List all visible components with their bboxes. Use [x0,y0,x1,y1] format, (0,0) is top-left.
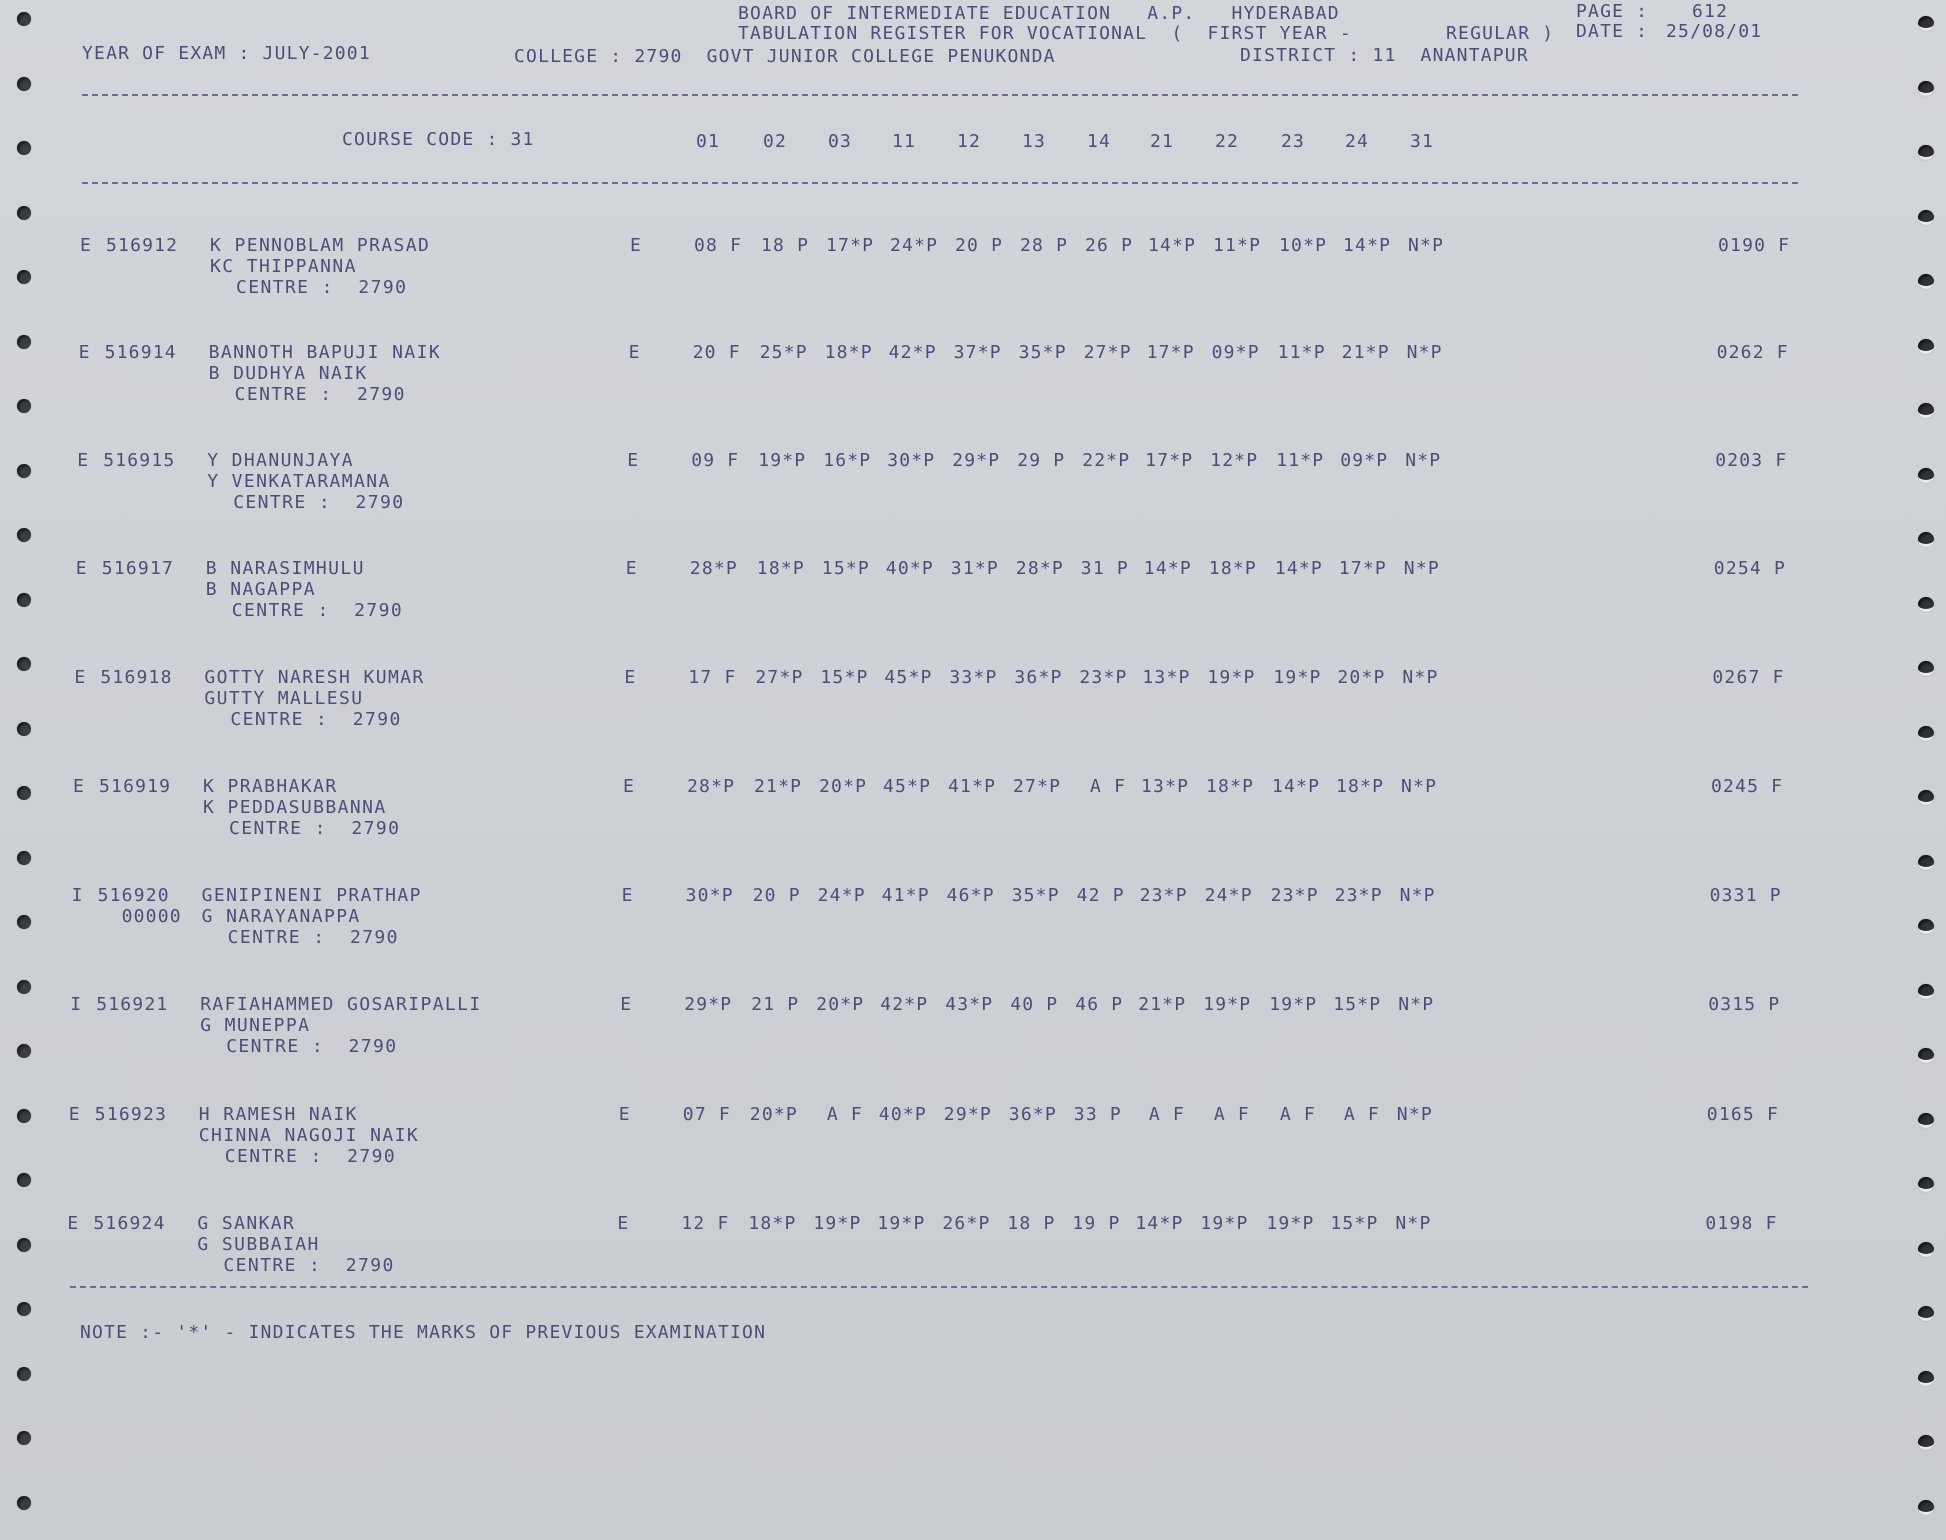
subject-mark: 11*P [1213,235,1262,256]
subject-mark: 19*P [1269,994,1318,1015]
centre-code: CENTRE : 2790 [229,818,401,839]
subject-mark: N*P [1398,994,1435,1015]
total-result: 0315 P [1708,994,1781,1015]
feed-hole [1918,532,1934,547]
subject-mark: 18*P [824,342,873,363]
subject-mark: 14*P [1343,235,1392,256]
centre-code: CENTRE : 2790 [234,384,406,405]
subject-mark: 20 P [955,235,1004,256]
subject-mark: A F [1136,1104,1185,1125]
subject-mark: 14*P [1274,558,1323,579]
subject-mark: 40*P [878,1104,927,1125]
subject-mark: 24*P [890,235,939,256]
date-label: DATE : [1576,21,1649,42]
subject-mark: 36*P [1008,1104,1057,1125]
footnote: NOTE :- '*' - INDICATES THE MARKS OF PREVIOUS EXAMINATION [80,1322,767,1343]
subject-mark: 19*P [1266,1213,1315,1234]
candidate-name: BANNOTH BAPUJI NAIK [208,342,442,363]
subject-mark: N*P [1406,342,1443,363]
record-category: E [67,1213,80,1234]
year-of-exam: YEAR OF EXAM : JULY-2001 [82,43,371,64]
subject-mark: 14*P [1135,1213,1184,1234]
subject-mark: 21*P [1138,994,1187,1015]
subject-mark: 21*P [754,776,803,797]
feed-hole [17,1496,31,1510]
subject-mark: 09 F [691,450,740,471]
record-category: I [71,885,84,906]
feed-hole [1918,661,1934,676]
record-category: E [80,235,93,256]
father-name: CHINNA NAGOJI NAIK [198,1125,420,1146]
subject-code: 02 [763,131,788,152]
centre-code: CENTRE : 2790 [223,1255,395,1276]
subject-mark: 18*P [1208,558,1257,579]
subject-mark: 19*P [1273,667,1322,688]
record-category: E [74,667,87,688]
feed-hole [17,657,31,671]
medium: E [627,450,640,471]
subject-mark: N*P [1403,558,1440,579]
subject-code: 14 [1087,131,1112,152]
subject-mark: 13*P [1142,667,1191,688]
subject-mark: 14*P [1148,235,1197,256]
roll-number: 516924 [93,1213,166,1234]
medium: E [623,776,636,797]
subject-mark: 42 P [1076,885,1125,906]
feed-hole [1918,855,1934,870]
feed-hole [17,786,31,800]
candidate-name: K PRABHAKAR [203,776,338,797]
subject-mark: 19*P [1203,994,1252,1015]
father-name: K PEDDASUBBANNA [203,797,387,818]
feed-hole [1918,274,1934,289]
centre-code: CENTRE : 2790 [226,1036,398,1057]
subject-mark: 33 P [1073,1104,1122,1125]
subject-mark: 46 P [1075,994,1124,1015]
feed-hole [17,77,31,91]
subject-mark: 35*P [1018,342,1067,363]
subject-mark: 11*P [1277,342,1326,363]
subject-code: 22 [1215,131,1240,152]
total-result: 0165 F [1706,1104,1780,1125]
medium: E [618,1104,631,1125]
roll-number: 516917 [101,558,175,579]
subject-mark: 28*P [689,558,738,579]
subject-mark: 19*P [1207,667,1256,688]
feed-hole [1918,790,1934,805]
roll-number: 516915 [103,450,176,471]
page-number: 612 [1692,1,1729,22]
subject-mark: 23*P [1079,667,1128,688]
total-result: 0190 F [1718,235,1791,256]
subject-mark: 18*P [1206,776,1255,797]
subject-mark: 40*P [885,558,934,579]
subject-mark: 13*P [1141,776,1190,797]
subject-code: 21 [1150,131,1175,152]
feed-hole [17,1044,31,1058]
feed-hole [17,399,31,413]
feed-hole [17,1109,31,1123]
header-divider [82,94,1798,96]
record-category: I [70,994,83,1015]
subject-code: 24 [1345,131,1370,152]
roll-number: 516919 [99,776,172,797]
candidate-name: Y DHANUNJAYA [207,450,355,471]
candidate-name: K PENNOBLAM PRASAD [210,235,431,256]
subject-mark: 18 P [1007,1213,1056,1234]
father-name: B NAGAPPA [205,579,316,600]
subject-code: 12 [957,131,982,152]
feed-hole [1918,726,1934,741]
subject-mark: 23*P [1334,885,1383,906]
subject-mark: 19 P [1072,1213,1121,1234]
record-category: E [68,1104,81,1125]
subject-mark: 20*P [749,1104,798,1125]
feed-hole [1918,1435,1934,1450]
subject-mark: 12*P [1210,450,1259,471]
feed-hole [17,1367,31,1381]
subject-mark: 19*P [813,1213,862,1234]
subject-mark: 20 P [752,885,801,906]
total-result: 0198 F [1705,1213,1778,1234]
total-result: 0267 F [1712,667,1785,688]
subject-mark: 11*P [1276,450,1325,471]
subject-mark: 19*P [877,1213,926,1234]
feed-hole [1918,919,1934,934]
subject-mark: A F [814,1104,863,1125]
subject-mark: 30*P [887,450,936,471]
subject-mark: A F [1267,1104,1316,1125]
candidate-name: G SANKAR [197,1213,296,1234]
subject-mark: 24*P [817,885,866,906]
subject-mark: 19*P [1200,1213,1249,1234]
footer-divider [70,1286,1808,1288]
subject-mark: 45*P [883,776,932,797]
subject-mark: 18*P [748,1213,797,1234]
subject-mark: 23*P [1139,885,1188,906]
candidate-name: RAFIAHAMMED GOSARIPALLI [200,994,482,1015]
feed-hole [1918,984,1934,999]
feed-hole [17,206,31,220]
right-feed-margin [1906,0,1946,1540]
feed-hole [1918,16,1934,31]
centre-code: CENTRE : 2790 [231,600,404,621]
column-divider [82,182,1798,184]
subject-mark: A F [1201,1104,1250,1125]
total-result: 0203 F [1715,450,1788,471]
roll-number: 516923 [94,1104,168,1125]
subject-code: 23 [1281,131,1306,152]
centre-code: CENTRE : 2790 [233,492,405,513]
feed-hole [1918,1500,1934,1515]
subject-mark: 31 P [1080,558,1129,579]
feed-hole [17,335,31,349]
subject-mark: 25*P [759,342,808,363]
page-label: PAGE : [1576,1,1649,22]
subject-mark: 35*P [1011,885,1060,906]
roll-number: 516912 [106,235,179,256]
roll-number: 516918 [100,667,173,688]
feed-hole [1918,1113,1934,1128]
subject-mark: 15*P [820,667,869,688]
subject-mark: 27*P [1013,776,1062,797]
subject-mark: 12 F [681,1213,730,1234]
left-feed-margin [0,0,40,1540]
subject-mark: 40 P [1010,994,1059,1015]
subject-mark: 17 F [688,667,737,688]
subject-mark: 09*P [1211,342,1260,363]
subject-mark: 27*P [1083,342,1132,363]
subject-mark: 31*P [950,558,999,579]
roll-number: 516914 [104,342,177,363]
medium: E [625,558,638,579]
subject-mark: 37*P [953,342,1002,363]
subject-mark: 20*P [819,776,868,797]
subject-mark: 28 P [1020,235,1069,256]
father-name: G SUBBAIAH [197,1234,320,1255]
subject-code: 01 [696,131,721,152]
feed-hole [17,1431,31,1445]
subject-mark: 22*P [1082,450,1131,471]
feed-hole [1918,468,1934,483]
subject-code: 03 [828,131,853,152]
candidate-name: B NARASIMHULU [205,558,365,579]
feed-hole [17,1302,31,1316]
subject-code: 13 [1022,131,1047,152]
subject-mark: 18*P [756,558,805,579]
feed-hole [17,1173,31,1187]
subject-mark: 18 P [761,235,810,256]
father-name: G NARAYANAPPA [201,906,361,927]
subject-mark: 42*P [880,994,929,1015]
subject-mark: 20*P [1337,667,1386,688]
candidate-name: GENIPINENI PRATHAP [201,885,422,906]
district-info: DISTRICT : 11 ANANTAPUR [1240,45,1529,66]
subject-mark: 33*P [949,667,998,688]
subject-mark: 15*P [821,558,870,579]
subject-mark: 28*P [687,776,736,797]
feed-hole [1918,339,1934,354]
father-name: KC THIPPANNA [210,256,357,277]
subject-mark: 16*P [823,450,872,471]
subject-mark: N*P [1402,667,1439,688]
roll-number: 516920 [97,885,170,906]
centre-code: CENTRE : 2790 [227,927,399,948]
feed-hole [17,270,31,284]
subject-mark: 17*P [826,235,875,256]
subject-mark: 20 F [692,342,741,363]
candidate-name: H RAMESH NAIK [198,1104,358,1125]
feed-hole [1918,210,1934,225]
father-name: B DUDHYA NAIK [208,363,368,384]
feed-hole [17,528,31,542]
centre-code: CENTRE : 2790 [236,277,408,298]
total-result: 0331 P [1709,885,1782,906]
subject-mark: 17*P [1145,450,1194,471]
subject-mark: 15*P [1330,1213,1379,1234]
record-category: E [73,776,86,797]
subject-mark: 30*P [685,885,734,906]
subject-mark: 15*P [1333,994,1382,1015]
candidate-name: GOTTY NARESH KUMAR [204,667,425,688]
total-result: 0254 P [1713,558,1787,579]
feed-hole [17,722,31,736]
father-name: GUTTY MALLESU [204,688,364,709]
roll-number: 516921 [96,994,169,1015]
subject-mark: 10*P [1279,235,1328,256]
subject-mark: 46*P [946,885,995,906]
subject-mark: 29*P [684,994,733,1015]
subject-mark: 17*P [1338,558,1387,579]
board-title: BOARD OF INTERMEDIATE EDUCATION A.P. HYDERABAD [738,3,1340,24]
subject-mark: N*P [1396,1104,1433,1125]
feed-hole [17,851,31,865]
subject-mark: 42*P [888,342,937,363]
subject-mark: A F [1331,1104,1380,1125]
register-title: TABULATION REGISTER FOR VOCATIONAL ( FIRST YEAR - [738,23,1352,44]
subject-mark: 20*P [816,994,865,1015]
roll-number-suffix: 00000 [121,906,182,927]
subject-mark: A F [1078,776,1127,797]
subject-mark: 17*P [1146,342,1195,363]
subject-mark: 21*P [1341,342,1390,363]
feed-hole [1918,403,1934,418]
feed-hole [17,141,31,155]
subject-mark: 36*P [1014,667,1063,688]
course-code: COURSE CODE : 31 [342,129,535,150]
subject-mark: 29*P [943,1104,992,1125]
medium: E [630,235,643,256]
subject-mark: 24*P [1204,885,1253,906]
college-info: COLLEGE : 2790 GOVT JUNIOR COLLEGE PENUKONDA [514,46,1056,67]
subject-mark: 29*P [952,450,1001,471]
feed-hole [1918,145,1934,160]
subject-mark: 45*P [884,667,933,688]
medium: E [621,885,634,906]
medium: E [628,342,641,363]
subject-mark: 08 F [694,235,743,256]
father-name: Y VENKATARAMANA [207,471,391,492]
exam-type: REGULAR ) [1446,23,1555,44]
subject-mark: 27*P [755,667,804,688]
subject-mark: N*P [1401,776,1438,797]
subject-mark: 26 P [1085,235,1134,256]
subject-mark: N*P [1405,450,1442,471]
centre-code: CENTRE : 2790 [230,709,402,730]
subject-mark: N*P [1395,1213,1432,1234]
record-category: E [78,342,91,363]
subject-mark: 23*P [1270,885,1319,906]
feed-hole [17,915,31,929]
medium: E [624,667,637,688]
subject-code: 31 [1410,131,1435,152]
subject-code: 11 [892,131,917,152]
subject-mark: 26*P [942,1213,991,1234]
feed-hole [17,593,31,607]
centre-code: CENTRE : 2790 [224,1146,397,1167]
feed-hole [1918,81,1934,96]
subject-mark: 28*P [1015,558,1064,579]
subject-mark: 41*P [881,885,930,906]
feed-hole [1918,1371,1934,1386]
feed-hole [1918,597,1934,612]
feed-hole [17,1238,31,1252]
subject-mark: N*P [1399,885,1436,906]
date-value: 25/08/01 [1666,21,1763,42]
feed-hole [17,980,31,994]
subject-mark: 43*P [945,994,994,1015]
feed-hole [17,12,31,26]
subject-mark: 14*P [1272,776,1321,797]
subject-mark: 41*P [948,776,997,797]
subject-mark: 14*P [1143,558,1192,579]
medium: E [620,994,633,1015]
subject-mark: 29 P [1017,450,1066,471]
subject-mark: 09*P [1340,450,1389,471]
father-name: G MUNEPPA [200,1015,311,1036]
total-result: 0262 F [1716,342,1789,363]
feed-hole [1918,1242,1934,1257]
subject-mark: 18*P [1336,776,1385,797]
record-category: E [77,450,90,471]
total-result: 0245 F [1711,776,1784,797]
feed-hole [17,464,31,478]
record-category: E [75,558,88,579]
feed-hole [1918,1177,1934,1192]
subject-mark: N*P [1408,235,1445,256]
subject-mark: 07 F [682,1104,731,1125]
subject-mark: 21 P [751,994,800,1015]
feed-hole [1918,1048,1934,1063]
medium: E [617,1213,630,1234]
feed-hole [1918,1306,1934,1321]
subject-mark: 19*P [758,450,807,471]
